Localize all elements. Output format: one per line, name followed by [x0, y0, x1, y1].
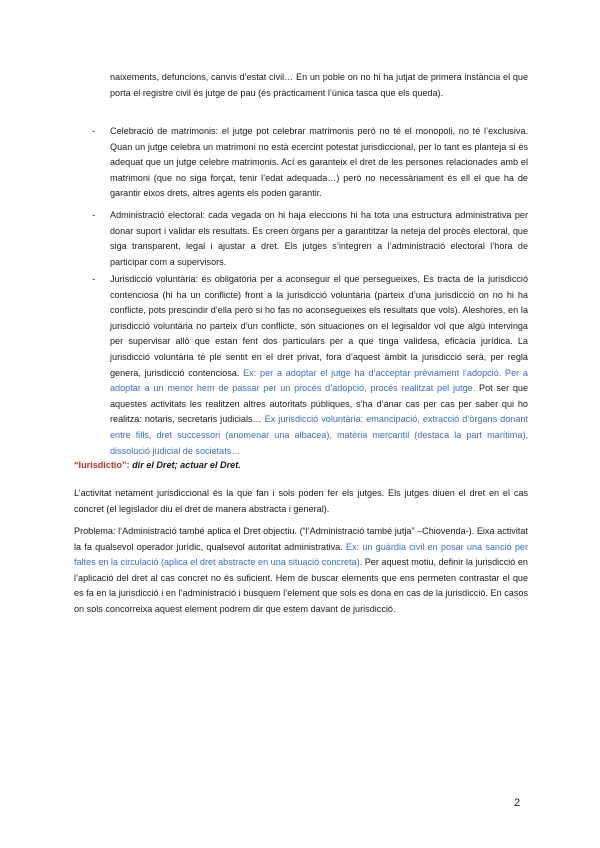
list-dash: - — [92, 274, 96, 284]
list-item-voluntaria — [92, 272, 528, 459]
list-dash: - — [92, 126, 96, 136]
paragraph-problema — [74, 524, 528, 618]
list-item-text: Administració electoral: cada vegada on hi haja eleccions hi ha tota una estructura administrativa per donar suport i validar els resultats. Es creen òrgans per a garantitzar la neteja del procès electoral, que siga transparent, legal i ajustar a dret. Els jutges s’integren a l’administració electoral l’hora de participar com a supervisors. — [110, 210, 528, 267]
list-item-body — [110, 208, 528, 270]
paragraph-text: Per aquest motiu, definir la jurisdicció en l’aplicació del dret al cas concret no és suficient. Hem de buscar elements que ens permeten contrastar el que es fa en la jurisdicció i en l’administració i busquem l’element que sols es dona en cas de la jurisdicció. En casos on sols concorreixa aquest element podrem dir que estem davant de jurisdicció. — [74, 557, 528, 614]
example-text: Ex jurisdicció voluntària: emancipació, extracció d’òrgans donant entre fills, dret successori (anomenar una albacea), matèria mercantil (destaca la part marítima), dissolució judicial de societats… — [110, 414, 528, 456]
iurisdictio-term: “Iurisdictio”: — [74, 460, 130, 470]
list-item-text: Celebració de matrimonis: el jutge pot celebrar matrimonis però no té el monopoli, no té l’exclusiva. Quan un jutge celebra un matrimoni no està ecercint potestat jurisdiccional, per lo tant es planteja si és adequat que un jutge celebre matrimonis. Ací es garanteix el dret de les persones relacionades amb el matrimoni (que no siga forçat, tenir l’edat adequada…) però no necessàriament és ell el que ha de garantir eixos drets, altres agents els poden garantir. — [110, 126, 528, 199]
list-item-electoral — [92, 208, 528, 270]
example-text: Ex: un guàrdia civil en posar una sanció per faltes en la circulació (aplica el dret abstracte en una situació concreta). — [74, 541, 528, 568]
list-item-text: Jurisdicció voluntària: és obligatòria per a aconseguir el que persegueixes. Es tracta de la jurisdicció contenciosa (hi ha un conflicte) front a la jurisdicció voluntària (parteix d’una jurisdicció on no hi ha conflicte, pots prescindir d’ella però si ho fas no aconsegueixes els resultats que vols). Aleshores, en la jurisdicció voluntària no parteix d’un conflicte, són situaciones on el legisaldor vol que algú intervinga per supervisar allò que estan fent dos particulars per a que tinga validesa, eficàcia jurídica. La jurisdicció voluntària té ple sentit en el dret privat, fora d’aquest àmbit la jurisdicció serà, per regla genera, jurisdicció contenciosa. — [110, 274, 528, 378]
page-number: 2 — [514, 797, 521, 809]
list-item-body — [110, 124, 528, 202]
list-dash: - — [92, 210, 96, 220]
example-text: Ex: per a adoptar el jutge ha d’acceptar prèviament l’adopció. Per a adoptar a un menor hem de passar per un procés d’adopció, procés realitzat pel jutge. — [110, 367, 528, 394]
intro-paragraph — [110, 70, 528, 101]
list-item-text: Pot ser que aquestes activitats les realitzen altres autoritats públiques, s’ha d’anar cas per cas per saber qui ho realitza: notaris, secretaris judicials… — [110, 383, 528, 425]
list-item-matrimonis — [92, 124, 528, 202]
paragraph-text: L’activitat netament jurisdiccional és la que fan i sols poden fer els jutges. Els jutges diuen el dret en el cas concret (el legislador diu el dret de manera abstracta i general). — [74, 488, 528, 514]
paragraph-text: Problema: l’Administració també aplica el Dret objectiu. (“l’Administració també jutja” –Chiovenda-). Eixa activitat la fa qualsevol operador jurídic, qualsevol autoritat administrativa. — [74, 526, 528, 552]
paragraph-activitat — [74, 486, 528, 517]
iurisdictio-definition — [74, 458, 528, 474]
iurisdictio-meaning: dir el Dret; actuar el Dret. — [132, 460, 241, 470]
intro-text: naixements, defuncions, canvis d’estat civil… En un poble on no hi ha jutjat de primera instància el que porta el registre civil és jutge de pau (és pràcticament l’única tasca que els queda). — [110, 72, 528, 98]
list-item-body — [110, 272, 528, 459]
